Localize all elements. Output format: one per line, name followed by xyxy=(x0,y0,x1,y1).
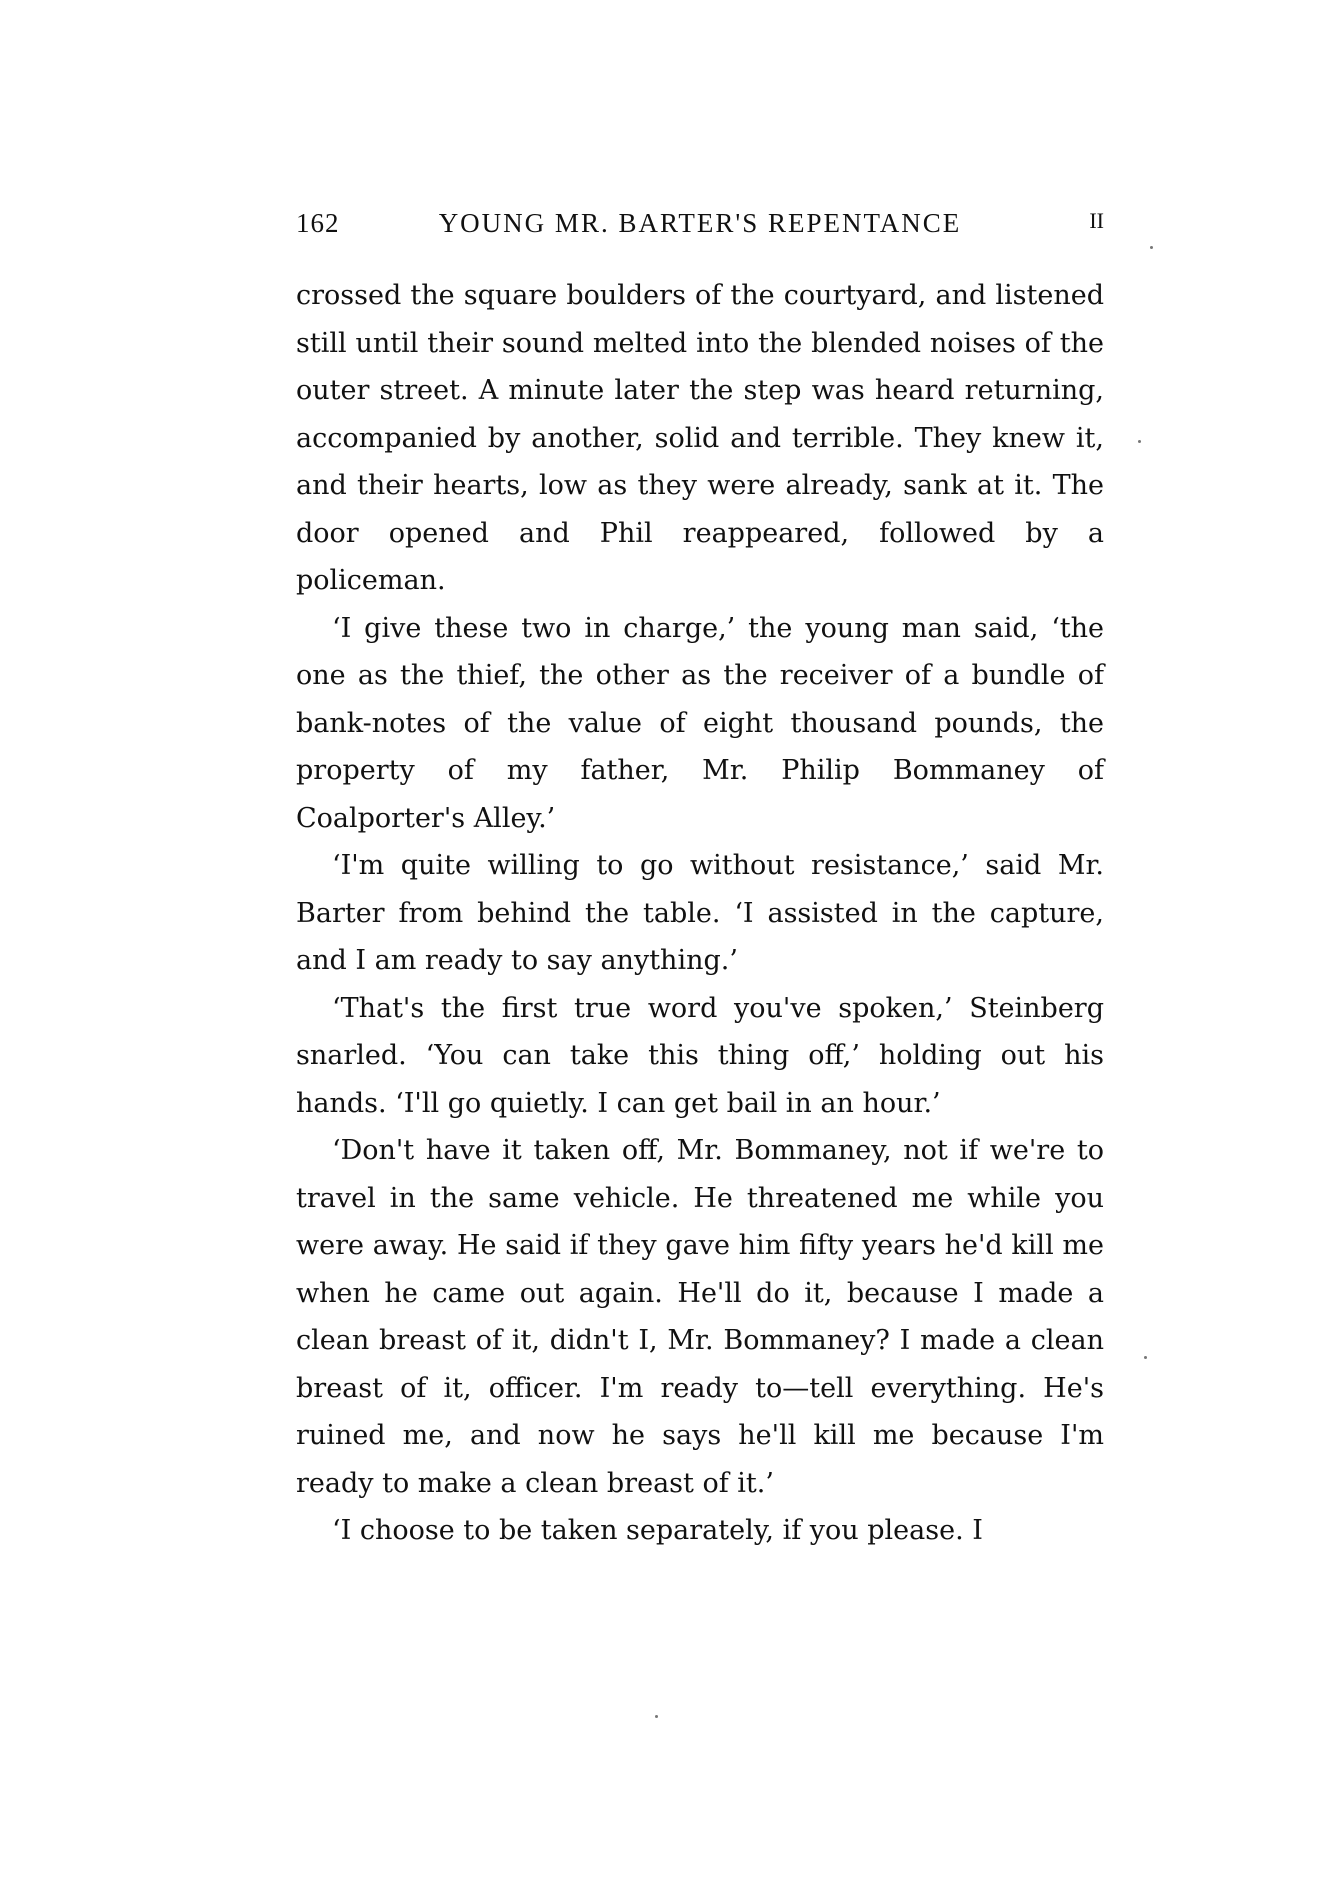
paragraph-6: ‘I choose to be taken separately, if you please. I xyxy=(332,1515,983,1546)
chapter-number: II xyxy=(1089,208,1104,233)
running-header xyxy=(296,208,1104,248)
paragraph-2: ‘I give these two in charge,’ the young man said, ‘the one as the thief, the other as the receiver of a bundle of bank-notes of the value of eight thousand pounds, the property of my father, Mr. Philip Bommaney of Coalporter's Alley.’ xyxy=(296,612,1104,834)
paragraph-5: ‘Don't have it taken off, Mr. Bommaney, not if we're to travel in the same vehicle. He threatened me while you were away. He said if they gave him fifty years he'd kill me when he came out again. He'll do it, because I made a clean breast of it, didn't I, Mr. Bommaney? I made a clean breast of it, officer. I'm ready to—tell everything. He's ruined me, and now he says he'll kill me because I'm ready to make a clean breast of it.’ xyxy=(296,1135,1104,1499)
paragraph-4: ‘That's the first true word you've spoken,’ Steinberg snarled. ‘You can take this thing off,’ holding out his hands. ‘I'll go quietly. I can get bail in an hour.’ xyxy=(296,992,1104,1119)
scan-speck xyxy=(1144,1356,1147,1359)
scan-speck xyxy=(1138,440,1141,443)
body-text xyxy=(296,272,1104,1555)
paragraph-1: crossed the square boulders of the courtyard, and listened still until their sound melted into the blended noises of the outer street. A minute later the step was heard returning, accompanied by another, solid and terrible. They knew it, and their hearts, low as they were already, sank at it. The door opened and Phil reappeared, followed by a policeman. xyxy=(296,280,1104,596)
scan-speck xyxy=(1150,246,1153,249)
paragraph-3: ‘I'm quite willing to go without resistance,’ said Mr. Barter from behind the table. ‘I assisted in the capture, and I am ready to say anything.’ xyxy=(296,850,1104,976)
scan-speck xyxy=(655,1715,658,1718)
running-title: YOUNG MR. BARTER'S REPENTANCE xyxy=(438,208,962,238)
page-number: 162 xyxy=(296,208,340,238)
